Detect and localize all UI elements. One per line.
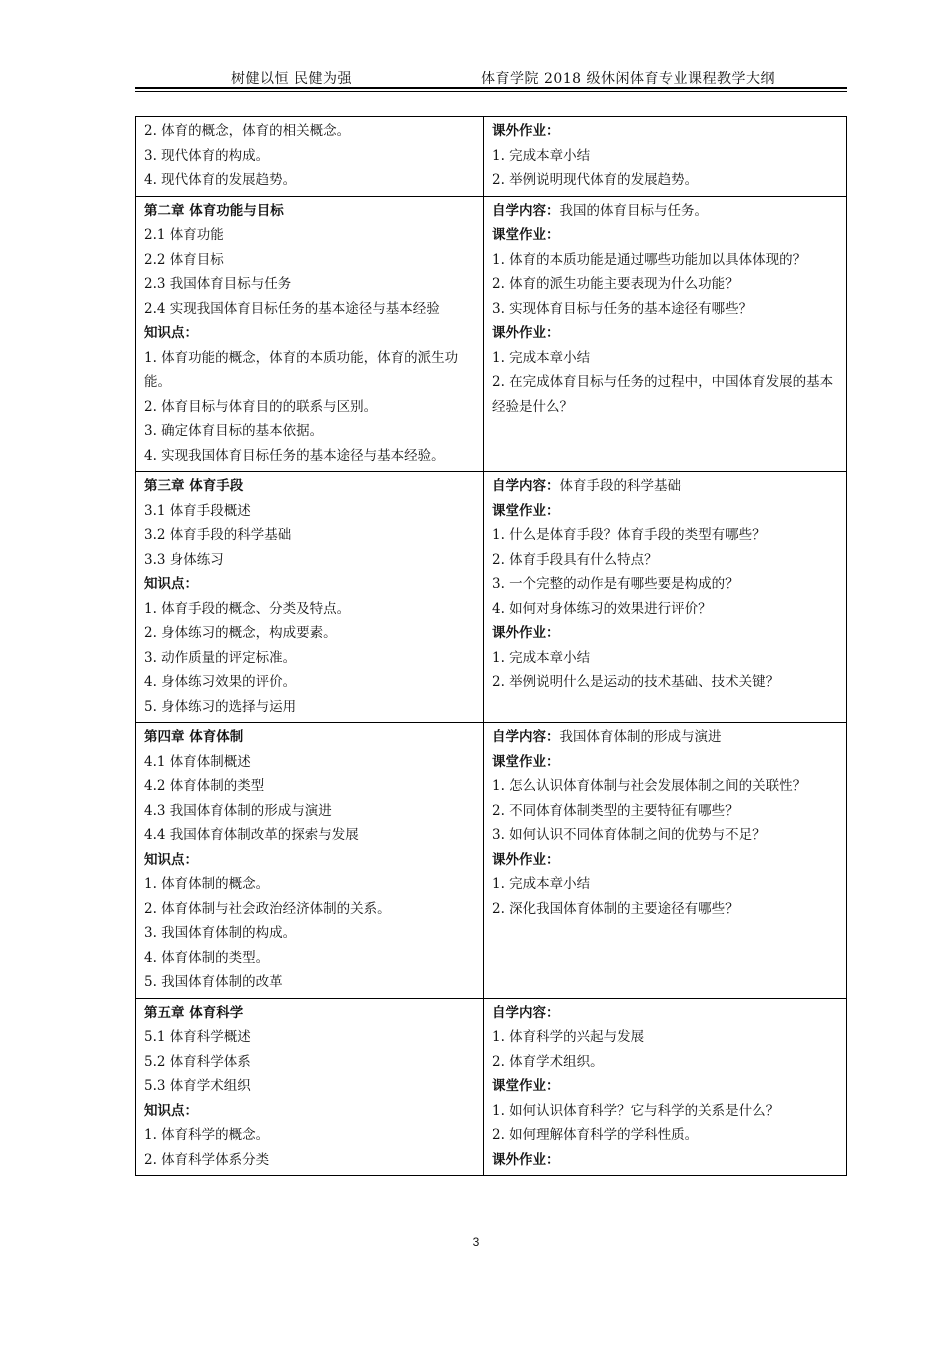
section-heading: 课外作业： xyxy=(492,1151,560,1168)
list-item: 5. 我国体育体制的改革 xyxy=(144,974,283,990)
chapter-cell xyxy=(136,998,484,1176)
syllabus-table xyxy=(135,116,847,1176)
section-heading: 自学内容：我国的体育目标与任务。 xyxy=(492,202,708,219)
list-item: 1. 体育的本质功能是通过哪些功能加以具体体现的？ xyxy=(492,251,807,268)
list-item: 1. 完成本章小结 xyxy=(492,876,591,892)
list-item: 1. 完成本章小结 xyxy=(492,349,591,366)
list-item: 3.3 身体练习 xyxy=(144,551,224,568)
list-item: 4.4 我国体育体制改革的探索与发展 xyxy=(144,827,359,843)
section-heading: 课堂作业： xyxy=(492,502,560,519)
section-heading: 自学内容：我国体育体制的形成与演进 xyxy=(492,729,722,745)
list-item: 2. 体育体制与社会政治经济体制的关系。 xyxy=(144,900,391,917)
list-item: 1. 完成本章小结 xyxy=(492,147,591,164)
table-row xyxy=(136,998,847,1176)
list-item: 4.3 我国体育体制的形成与演进 xyxy=(144,802,332,819)
list-item: 2. 举例说明现代体育的发展趋势。 xyxy=(492,172,699,188)
assignment-cell xyxy=(484,117,847,197)
section-heading: 知识点： xyxy=(144,851,198,868)
list-item: 3. 如何认识不同体育体制之间的优势与不足？ xyxy=(492,827,766,843)
list-item: 3. 我国体育体制的构成。 xyxy=(144,925,297,941)
list-item: 5.1 体育科学概述 xyxy=(144,1029,251,1045)
list-item: 4. 身体练习效果的评价。 xyxy=(144,674,297,690)
list-item: 1. 体育体制的概念。 xyxy=(144,876,270,892)
section-heading: 课外作业： xyxy=(492,123,560,139)
section-heading: 课外作业： xyxy=(492,325,560,341)
chapter-cell xyxy=(136,472,484,723)
list-item: 2.1 体育功能 xyxy=(144,227,224,243)
list-item: 2. 体育手段具有什么特点？ xyxy=(492,551,658,568)
section-heading: 第三章 体育手段 xyxy=(144,478,244,494)
chapter-cell xyxy=(136,723,484,999)
list-item: 1. 体育科学的兴起与发展 xyxy=(492,1029,645,1045)
assignment-cell xyxy=(484,472,847,723)
list-item: 2.2 体育目标 xyxy=(144,251,224,268)
section-heading: 知识点： xyxy=(144,576,198,592)
list-item: 1. 什么是体育手段？体育手段的类型有哪些？ xyxy=(492,527,766,543)
list-item: 1. 体育科学的概念。 xyxy=(144,1127,270,1143)
list-item: 4.2 体育体制的类型 xyxy=(144,778,265,794)
assignment-cell xyxy=(484,723,847,999)
assignment-cell xyxy=(484,196,847,472)
list-item: 3. 动作质量的评定标准。 xyxy=(144,649,297,666)
list-item: 4.1 体育体制概述 xyxy=(144,753,251,770)
chapter-cell xyxy=(136,196,484,472)
list-item: 1. 完成本章小结 xyxy=(492,649,591,666)
list-item: 1. 体育手段的概念、分类及特点。 xyxy=(144,600,351,617)
list-item: 2. 深化我国体育体制的主要途径有哪些？ xyxy=(492,900,739,917)
list-item: 2.4 实现我国体育目标任务的基本途径与基本经验 xyxy=(144,300,440,317)
list-item: 2. 体育的派生功能主要表现为什么功能？ xyxy=(492,276,739,292)
chapter-cell xyxy=(136,117,484,197)
list-item: 5.2 体育科学体系 xyxy=(144,1053,251,1070)
list-item: 2. 体育目标与体育目的的联系与区别。 xyxy=(144,398,378,415)
list-item: 3. 现代体育的构成。 xyxy=(144,147,270,164)
list-item: 4. 实现我国体育目标任务的基本途径与基本经验。 xyxy=(144,447,445,464)
section-heading: 知识点： xyxy=(144,1102,198,1119)
list-item: 2. 身体练习的概念，构成要素。 xyxy=(144,625,337,641)
list-item: 4. 如何对身体练习的效果进行评价？ xyxy=(492,600,712,617)
header-rule-thin xyxy=(135,91,847,92)
section-heading: 自学内容：体育手段的科学基础 xyxy=(492,478,681,494)
list-item: 3. 一个完整的动作是有哪些要是构成的？ xyxy=(492,576,739,592)
list-item: 1. 怎么认识体育体制与社会发展体制之间的关联性？ xyxy=(492,778,807,794)
page-header xyxy=(135,62,847,88)
header-motto: 树健以恒 民健为强 xyxy=(231,71,352,87)
table-row xyxy=(136,723,847,999)
list-item: 2. 不同体育体制类型的主要特征有哪些？ xyxy=(492,802,739,819)
list-item: 5. 身体练习的选择与运用 xyxy=(144,698,297,715)
list-item: 3. 确定体育目标的基本依据。 xyxy=(144,423,324,439)
section-heading: 第四章 体育体制 xyxy=(144,729,244,745)
list-item: 2. 在完成体育目标与任务的过程中，中国体育发展的基本经验是什么？ xyxy=(492,374,834,415)
list-item: 2. 举例说明什么是运动的技术基础、技术关键？ xyxy=(492,674,780,690)
table-row xyxy=(136,196,847,472)
section-heading: 课外作业： xyxy=(492,625,560,641)
section-heading: 知识点： xyxy=(144,325,198,341)
section-heading: 课堂作业： xyxy=(492,1078,560,1094)
section-heading: 第二章 体育功能与目标 xyxy=(144,202,284,219)
list-item: 2. 体育的概念，体育的相关概念。 xyxy=(144,123,351,139)
table-row xyxy=(136,472,847,723)
list-item: 4. 现代体育的发展趋势。 xyxy=(144,172,297,188)
section-heading: 第五章 体育科学 xyxy=(144,1004,244,1021)
page-number: 3 xyxy=(472,1235,480,1249)
list-item: 2.3 我国体育目标与任务 xyxy=(144,276,292,292)
list-item: 2. 体育科学体系分类 xyxy=(144,1151,270,1168)
list-item: 2. 体育学术组织。 xyxy=(492,1053,604,1070)
list-item: 5.3 体育学术组织 xyxy=(144,1078,251,1094)
section-heading: 课堂作业： xyxy=(492,753,560,770)
section-heading: 自学内容： xyxy=(492,1004,560,1021)
assignment-cell xyxy=(484,998,847,1176)
list-item: 3.1 体育手段概述 xyxy=(144,502,251,519)
section-heading: 课外作业： xyxy=(492,851,560,868)
list-item: 4. 体育体制的类型。 xyxy=(144,949,270,966)
list-item: 3. 实现体育目标与任务的基本途径有哪些？ xyxy=(492,300,753,317)
header-rule xyxy=(135,87,847,89)
table-row xyxy=(136,117,847,197)
list-item: 2. 如何理解体育科学的学科性质。 xyxy=(492,1127,699,1143)
section-heading: 课堂作业： xyxy=(492,227,560,243)
list-item: 3.2 体育手段的科学基础 xyxy=(144,527,292,543)
header-title: 体育学院 2018 级休闲体育专业课程教学大纲 xyxy=(481,71,776,87)
list-item: 1. 如何认识体育科学？它与科学的关系是什么？ xyxy=(492,1102,780,1119)
list-item: 1. 体育功能的概念，体育的本质功能，体育的派生功能。 xyxy=(144,349,459,390)
